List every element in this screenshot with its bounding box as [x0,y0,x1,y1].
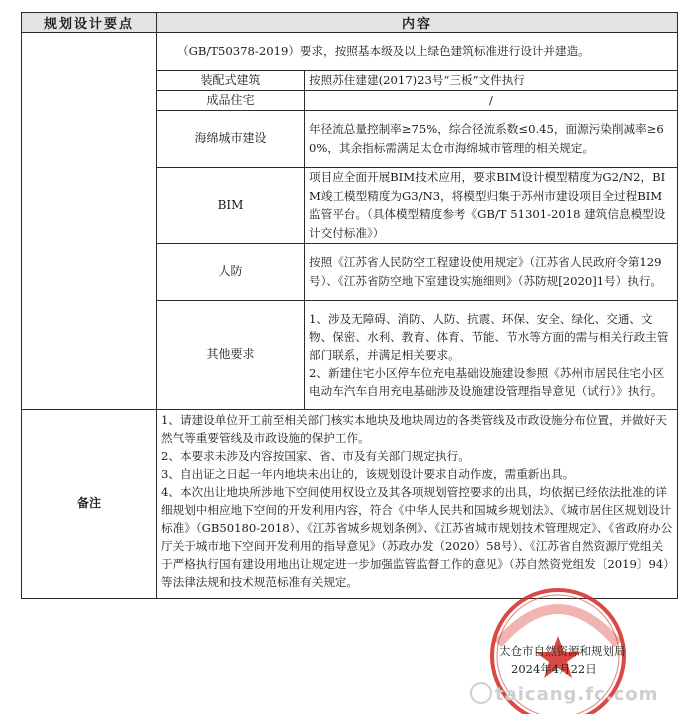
civil-defense-text: 按照《江苏省人民防空工程建设使用规定》（江苏省人民政府令第129号）、《江苏省防空地下室建设实施细则》（苏防规[2020]1号）执行。 [305,243,678,300]
civil-defense-label: 人防 [157,243,305,300]
header-planning-points: 规划设计要点 [22,13,157,33]
bim-label: BIM [157,167,305,243]
finished-housing-label: 成品住宅 [157,90,305,110]
notes-label: 备注 [22,409,157,598]
watermark-text: taicang.fc.com [495,684,659,705]
table-row [22,409,678,598]
prefab-label: 装配式建筑 [157,71,305,91]
finished-housing-value: / [305,90,678,110]
note-item: 2、本要求未涉及内容按国家、省、市及有关部门规定执行。 [161,448,470,463]
planning-requirements-document [21,12,678,604]
note-item: 4、本次出让地块所涉地下空间使用权设立及其各项规划管控要求的出具，均依据已经依法批准的详细规划中相应地下空间的开发利用内容，符合《中华人民共和国城乡规划法》、《城市居住区规划设计标准》（GB50180-2018）、《江苏省城乡规划条例》、《江苏省城市规划技术管理规定》、《省政府办公厅关于城市地下空间开发利用的指导意见》（苏政办发（2020）58号）、《江苏省自然资源厅党组关于严格执行国有建设用地出让规定进一步加强监管监督工作的意见》（苏自然资党组发〔2019〕94）等法律法规和技术规范标准有关规定。 [161,484,673,589]
watermark-logo-icon [470,682,492,704]
sponge-city-text: 年径流总量控制率≥75%，综合径流系数≤0.45，面源污染削减率≥60%，其余指标需满足太仓市海绵城市管理的相关规定。 [305,110,678,167]
sponge-city-label: 海绵城市建设 [157,110,305,167]
watermark [470,684,690,714]
other-requirements-cell [305,300,678,409]
table-row [22,33,678,71]
notes-cell [157,409,678,598]
other-requirement-item: 1、涉及无障碍、消防、人防、抗震、环保、安全、绿化、交通、文物、保密、水利、教育、体育、节能、节水等方面的需与相关行政主管部门联系，并满足相关要求。 [309,311,669,362]
table-header-row [22,13,678,33]
signature-block [499,642,659,678]
issue-date: 2024年4月22日 [511,662,597,676]
note-item: 1、请建设单位开工前至相关部门核实本地块及地块周边的各类管线及市政设施分布位置，并做好天然气等重要管线及市政设施的保护工作。 [161,412,667,445]
green-building-text: （GB/T50378-2019）要求，按照基本级及以上绿色建筑标准进行设计并建造。 [157,33,678,71]
prefab-text: 按照苏住建建(2017)23号“三板”文件执行 [305,71,678,91]
bim-text: 项目应全面开展BIM技术应用，要求BIM设计模型精度为G2/N2，BIM竣工模型精度为G3/N3，将模型归集于苏州市建设项目全过程BIM监管平台。（具体模型精度参考《GB/T 51301-2018 建筑信息模型设计交付标准》） [305,167,678,243]
merged-left-cell [22,33,157,410]
note-item: 3、自出证之日起一年内地块未出让的，该规划设计要求自动作废，需重新出具。 [161,466,575,481]
header-content: 内容 [157,13,678,33]
other-requirement-item: 2、新建住宅小区停车位充电基础设施建设参照《苏州市居民住宅小区电动车汽车自用充电基础涉及设施建设管理指导意见（试行）》执行。 [309,365,665,398]
other-requirements-label: 其他要求 [157,300,305,409]
issuing-organization: 太仓市自然资源和规划局 [499,644,626,658]
requirements-table [21,12,678,599]
